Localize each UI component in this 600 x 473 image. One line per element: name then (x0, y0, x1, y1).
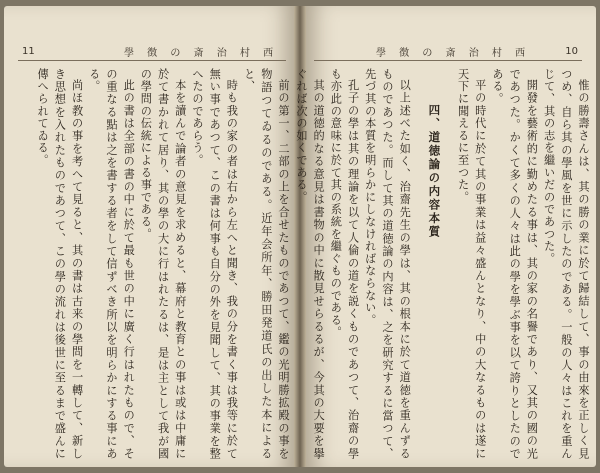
running-title: 學 徴 の 斎 治 村 西 (376, 48, 531, 59)
header-rule (18, 60, 286, 61)
paragraph: 平の時代に於て其の事業は益々盛んとなり、中の大なるものは遂に天下に聞えるに至つた。 (456, 68, 487, 460)
paragraph: 惟の勝壽さんは、其の勝の業に於て歸結して、事の由來を正しく見つめ、自ら其の學風を世に示したのである。一般の人々はこれを重んじて、其の志を繼いだのであつた。 (542, 68, 590, 460)
paragraph: 開發を藝術的に勤めたる事は、其の家の名譽であり、又其の國の光であつた。かくて多くの人々は此の學を學ぶ事を以て誇りとしたのである。 (490, 68, 539, 460)
page-number: 11 (22, 46, 35, 57)
paragraph: 其の道徳的なる意見は書物の中に散見せらるるが、今其の大要を擧ぐれば次の如くである。 (294, 68, 326, 460)
paragraph: 時も我の家の者は右から左へと聞き、我の分を書く事は我等に於て無い事であつて、この書は何事も自分の外を見聞して、其の事業を整へたのであらう。 (190, 68, 239, 460)
paragraph: 本を讀んで論者の意見を求めると、幕府と教育との事は或は中庸に於て書かれて居り、其の學の大に行はれたるは、是は主として我が國の學問の伝統による事である。 (139, 68, 187, 460)
running-title: 學 徴 の 斎 治 村 西 (124, 48, 279, 59)
paragraph: 孔子の學は其の理論を以て人倫の道を説くものであつて、治齋の學も亦此の意味に於て其の系統を繼ぐものである。 (329, 68, 360, 460)
paragraph: 以上述べた如く、治齋先生の學は、其の根本に於て道徳を重んずるものであつた。而して其の道徳論の内容は、之を研究するに當つて、先づ其の本質を明らかにしなければならない。 (363, 68, 412, 460)
page-number: 10 (565, 46, 578, 57)
section-heading: 四、道徳論の内容本質 (427, 104, 442, 239)
paragraph: 此の書は全部の書の中に於て最も世の中に廣く行はれたもので、その重なる點は之を書する者をして信ずべき所以を明らかにする事にある。 (87, 68, 136, 460)
body-text (294, 68, 592, 460)
paragraph: 前の第一、二部の上を合せたものであつて、鑑の光明勝拡殿の事を物語つてゐるのである。近年会所年、勝田発道氏の出した本によると、 (242, 68, 290, 460)
right-page (294, 6, 596, 467)
header-rule (314, 60, 582, 61)
left-page (4, 6, 294, 467)
paragraph: 尚ほ教の事を考へて見ると、其の書は古来の學問を一轉して、新しき思想を入れたものであつて、この學の流れは後世に至るまで盛んに傳へられてゐる。 (36, 68, 84, 460)
body-text (16, 68, 292, 460)
